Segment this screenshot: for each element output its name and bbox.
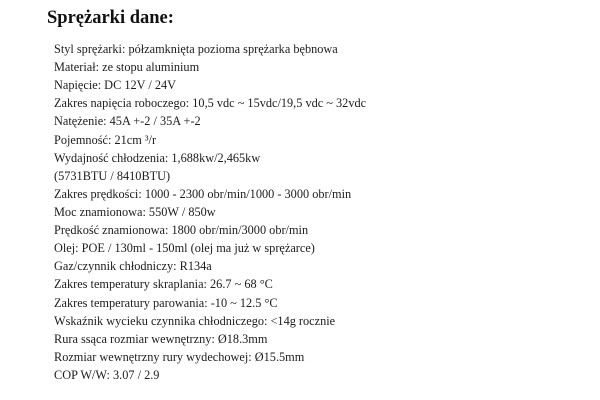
spec-line-cooling-capacity-btu: (5731BTU / 8410BTU) [54, 168, 171, 183]
spec-line-material: Materiał: ze stopu aluminium [54, 60, 200, 75]
spec-line-cop: COP W/W: 3.07 / 2.9 [54, 367, 160, 382]
spec-line-cooling-capacity: Wydajność chłodzenia: 1,688kw/2,465kw [54, 150, 261, 165]
spec-line-compressor-style: Styl sprężarki: półzamknięta pozioma sprężarka bębnowa [54, 42, 338, 56]
spec-list [54, 40, 366, 384]
spec-line-voltage: Napięcie: DC 12V / 24V [54, 78, 177, 93]
spec-line-evaporating-temperature: Zakres temperatury parowania: -10 ~ 12.5 °C [54, 295, 278, 310]
spec-line-leak-rate: Wskaźnik wycieku czynnika chłodniczego: <14g rocznie [54, 313, 336, 328]
spec-line-oil: Olej: POE / 130ml - 150ml (olej ma już w sprężarce) [54, 241, 315, 256]
spec-line-current: Natężenie: 45A +-2 / 35A +-2 [54, 114, 201, 129]
spec-line-rated-speed: Prędkość znamionowa: 1800 obr/min/3000 obr/min [54, 223, 309, 238]
spec-line-displacement: Pojemność: 21cm ³/r [54, 132, 157, 147]
spec-line-rated-power: Moc znamionowa: 550W / 850w [54, 204, 216, 219]
section-title: Sprężarki dane: [47, 8, 174, 28]
spec-line-condensing-temperature: Zakres temperatury skraplania: 26.7 ~ 68 °C [54, 277, 273, 292]
spec-line-discharge-pipe: Rozmiar wewnętrzny rury wydechowej: Ø15.5mm [54, 349, 305, 364]
spec-line-suction-pipe: Rura ssąca rozmiar wewnętrzny: Ø18.3mm [54, 331, 268, 346]
spec-line-operating-voltage-range: Zakres napięcia roboczego: 10,5 vdc ~ 15vdc/19,5 vdc ~ 32vdc [54, 96, 367, 111]
spec-line-refrigerant: Gaz/czynnik chłodniczy: R134a [54, 259, 212, 274]
spec-line-speed-range: Zakres prędkości: 1000 - 2300 obr/min/1000 - 3000 obr/min [54, 186, 352, 201]
